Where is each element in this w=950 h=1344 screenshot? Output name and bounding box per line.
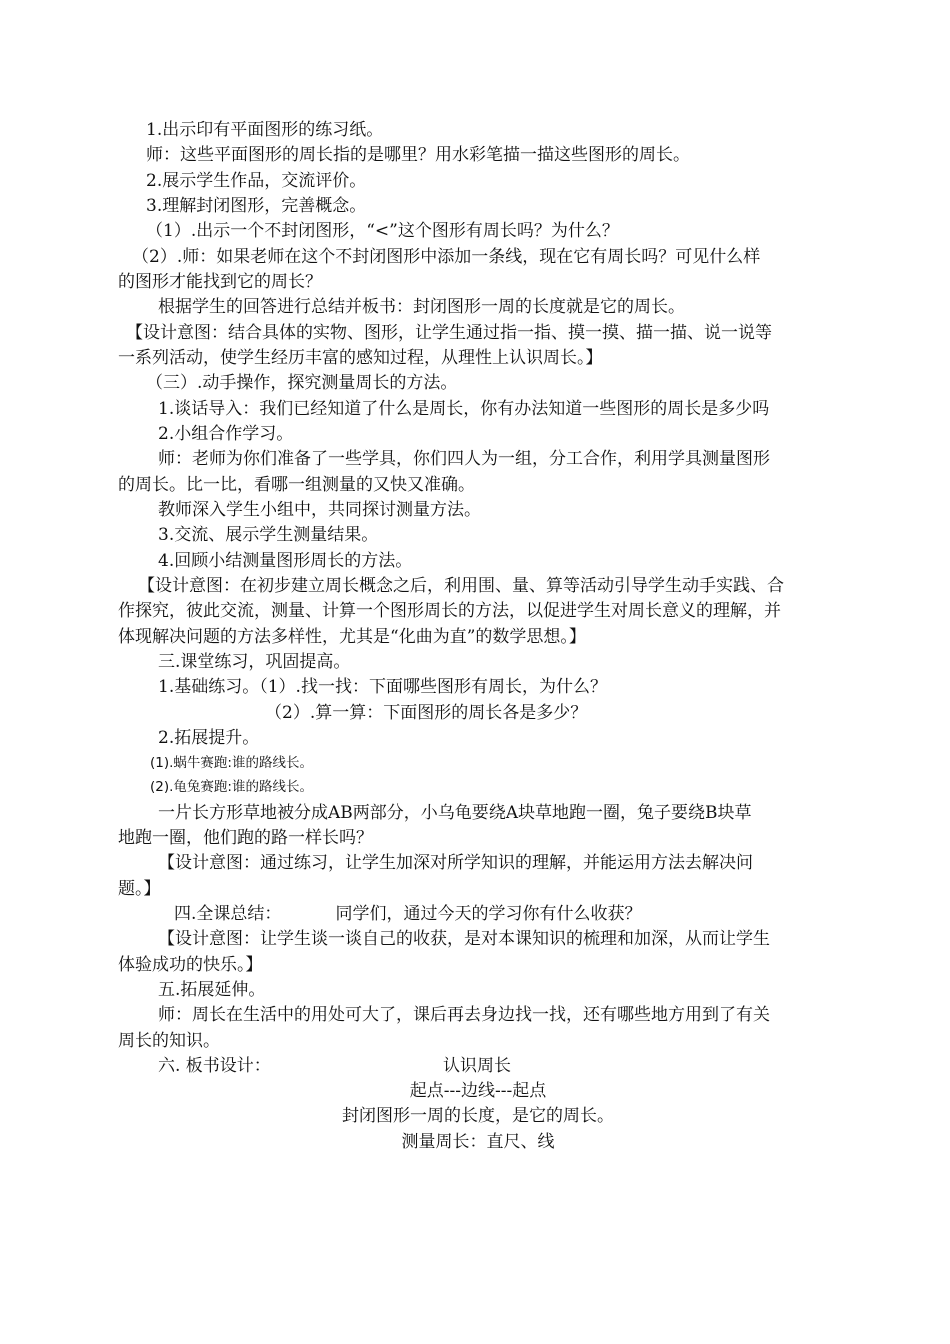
text-line: 题。】: [118, 879, 161, 899]
text-line: 2.拓展提升。: [158, 728, 260, 748]
section-heading: （三）.动手操作，探究测量周长的方法。: [146, 373, 458, 393]
board-line: 封闭图形一周的长度，是它的周长。: [342, 1106, 614, 1126]
text-line: (1).蜗牛赛跑:谁的路线长。: [150, 755, 313, 771]
design-intent: 【设计意图：结合具体的实物、图形，让学生通过指一指、摸一摸、描一描、说一说等: [126, 323, 772, 343]
text-line: 的周长。比一比，看哪一组测量的又快又准确。: [118, 475, 475, 495]
design-intent: 【设计意图：在初步建立周长概念之后，利用围、量、算等活动引导学生动手实践、合: [138, 576, 784, 596]
text-line: 体验成功的快乐。】: [118, 955, 263, 975]
text-line: 3.理解封闭图形，完善概念。: [146, 196, 367, 216]
text-line: 作探究，彼此交流，测量、计算一个图形周长的方法，以促进学生对周长意义的理解，并: [118, 601, 781, 621]
text-line: 师：这些平面图形的周长指的是哪里？用水彩笔描一描这些图形的周长。: [146, 145, 690, 165]
text-line: 师：周长在生活中的用处可大了，课后再去身边找一找，还有哪些地方用到了有关: [158, 1005, 770, 1025]
text-line: （1）.出示一个不封闭图形，“<”这个图形有周长吗？为什么？: [146, 221, 619, 241]
text-line: 4.回顾小结测量图形周长的方法。: [158, 551, 413, 571]
section-heading: 四.全课总结： 同学们，通过今天的学习你有什么收获？: [174, 904, 642, 924]
text-line: 地跑一圈，他们跑的路一样长吗？: [118, 828, 373, 848]
design-intent: 【设计意图：让学生谈一谈自己的收获，是对本课知识的梳理和加深，从而让学生: [158, 929, 770, 949]
board-line: 起点---边线---起点: [409, 1081, 547, 1101]
text-line: 3.交流、展示学生测量结果。: [158, 525, 379, 545]
text-line: 的图形才能找到它的周长？: [118, 272, 322, 292]
board-line: 测量周长：直尺、线: [401, 1132, 555, 1152]
design-intent: 【设计意图：通过练习，让学生加深对所学知识的理解，并能运用方法去解决问: [158, 853, 753, 873]
section-heading: 五.拓展延伸。: [158, 980, 266, 1000]
text-line: 1.基础练习。（1）.找一找：下面哪些图形有周长，为什么？: [158, 677, 607, 697]
text-line: 2.展示学生作品，交流评价。: [146, 171, 367, 191]
text-line: （2）.算一算：下面图形的周长各是多少？: [265, 703, 588, 723]
text-line: (2).龟兔赛跑:谁的路线长。: [150, 779, 313, 795]
text-line: 体现解决问题的方法多样性，尤其是“化曲为直”的数学思想。】: [118, 627, 586, 647]
text-line: 教师深入学生小组中，共同探讨测量方法。: [158, 500, 481, 520]
board-title: 认识周长: [443, 1056, 511, 1076]
text-line: 一片长方形草地被分成AB两部分，小乌龟要绕A块草地跑一圈，兔子要绕B块草: [158, 803, 752, 823]
text-line: 1.出示印有平面图形的练习纸。: [146, 120, 384, 140]
text-line: 一系列活动，使学生经历丰富的感知过程，从理性上认识周长。】: [118, 348, 603, 368]
section-heading: 三.课堂练习，巩固提高。: [158, 652, 351, 672]
section-heading: 六. 板书设计：: [158, 1056, 271, 1076]
text-line: 周长的知识。: [118, 1031, 220, 1051]
text-line: （2）.师：如果老师在这个不封闭图形中添加一条线，现在它有周长吗？可见什么样: [132, 247, 761, 267]
text-line: 2.小组合作学习。: [158, 424, 294, 444]
text-line: 师：老师为你们准备了一些学具，你们四人为一组，分工合作，利用学具测量图形: [158, 449, 770, 469]
text-line: 1.谈话导入：我们已经知道了什么是周长，你有办法知道一些图形的周长是多少吗: [158, 399, 770, 419]
text-line: 根据学生的回答进行总结并板书：封闭图形一周的长度就是它的周长。: [158, 297, 685, 317]
